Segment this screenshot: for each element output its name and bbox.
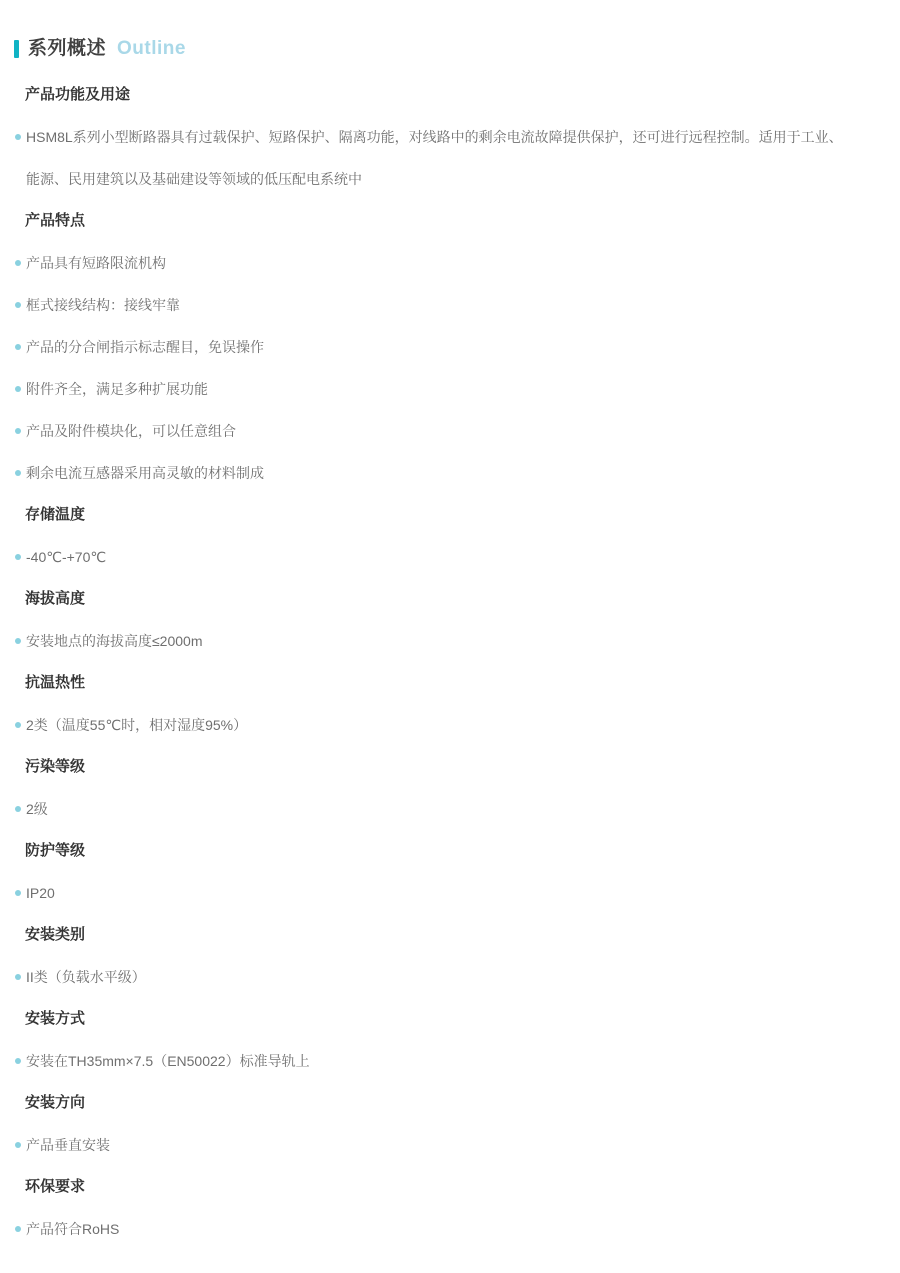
item-list	[0, 872, 900, 914]
page-title	[0, 38, 900, 60]
section	[0, 1082, 900, 1166]
item-text: 安装在TH35mm×7.5（EN50022）标准导轨上	[26, 1053, 310, 1069]
section-heading: 环保要求	[25, 1178, 86, 1195]
item-text: 剩余电流互感器采用高灵敏的材料制成	[26, 465, 264, 481]
bullet-icon	[15, 470, 21, 476]
item-list	[0, 242, 900, 494]
list-item	[0, 536, 900, 578]
bullet-icon	[15, 638, 21, 644]
bullet-icon	[15, 134, 21, 140]
list-item	[0, 368, 900, 410]
item-text: 产品符合RoHS	[26, 1221, 120, 1237]
sections	[0, 74, 900, 1250]
item-list	[0, 956, 900, 998]
list-item	[0, 116, 900, 200]
bullet-icon	[15, 1058, 21, 1064]
item-text: -40℃-+70℃	[26, 549, 107, 565]
list-item	[0, 872, 900, 914]
section	[0, 662, 900, 746]
item-text: 产品垂直安装	[26, 1137, 110, 1153]
item-text: HSM8L系列小型断路器具有过载保护、短路保护、隔离功能，对线路中的剩余电流故障提供保护，还可进行远程控制。适用于工业、能源、民用建筑以及基础建设等领域的低压配电系统中	[26, 129, 843, 187]
section-heading: 产品特点	[25, 212, 86, 229]
item-list	[0, 536, 900, 578]
list-item	[0, 452, 900, 494]
bullet-icon	[15, 344, 21, 350]
section	[0, 998, 900, 1082]
section-heading: 安装方式	[25, 1010, 86, 1027]
bullet-icon	[15, 1226, 21, 1232]
bullet-icon	[15, 554, 21, 560]
section	[0, 578, 900, 662]
item-list	[0, 116, 900, 200]
item-text: 框式接线结构：接线牢靠	[26, 297, 180, 313]
list-item	[0, 1124, 900, 1166]
item-text: 产品的分合闸指示标志醒目，免误操作	[26, 339, 264, 355]
list-item	[0, 956, 900, 998]
section-heading: 产品功能及用途	[25, 86, 131, 103]
section	[0, 494, 900, 578]
item-text: IP20	[26, 885, 55, 901]
list-item	[0, 704, 900, 746]
section	[0, 746, 900, 830]
bullet-icon	[15, 722, 21, 728]
page-title-en: Outline	[117, 38, 186, 59]
item-text: II类（负载水平级）	[26, 969, 146, 985]
section-heading: 防护等级	[25, 842, 86, 859]
bullet-icon	[15, 806, 21, 812]
item-list	[0, 788, 900, 830]
item-list	[0, 620, 900, 662]
bullet-icon	[15, 428, 21, 434]
item-list	[0, 1040, 900, 1082]
list-item	[0, 620, 900, 662]
item-list	[0, 1124, 900, 1166]
item-text: 2级	[26, 801, 48, 817]
bullet-icon	[15, 1142, 21, 1148]
list-item	[0, 242, 900, 284]
list-item	[0, 1208, 900, 1250]
bullet-icon	[15, 890, 21, 896]
section	[0, 74, 900, 200]
bullet-icon	[15, 386, 21, 392]
section-heading: 安装方向	[25, 1094, 86, 1111]
list-item	[0, 410, 900, 452]
item-text: 产品及附件模块化，可以任意组合	[26, 423, 236, 439]
section	[0, 1166, 900, 1250]
item-text: 附件齐全，满足多种扩展功能	[26, 381, 208, 397]
list-item	[0, 788, 900, 830]
list-item	[0, 284, 900, 326]
section-heading: 抗温热性	[25, 674, 86, 691]
page-title-cn: 系列概述	[28, 38, 107, 59]
item-list	[0, 704, 900, 746]
section-heading: 污染等级	[25, 758, 86, 775]
item-text: 2类（温度55℃时，相对湿度95%）	[26, 717, 248, 733]
title-accent-bar	[14, 40, 19, 58]
section	[0, 200, 900, 494]
item-list	[0, 1208, 900, 1250]
section-heading: 海拔高度	[25, 590, 86, 607]
item-text: 产品具有短路限流机构	[26, 255, 166, 271]
bullet-icon	[15, 302, 21, 308]
section	[0, 914, 900, 998]
list-item	[0, 1040, 900, 1082]
section-heading: 安装类别	[25, 926, 86, 943]
bullet-icon	[15, 974, 21, 980]
section	[0, 830, 900, 914]
list-item	[0, 326, 900, 368]
section-heading: 存储温度	[25, 506, 86, 523]
bullet-icon	[15, 260, 21, 266]
item-text: 安装地点的海拔高度≤2000m	[26, 633, 203, 649]
